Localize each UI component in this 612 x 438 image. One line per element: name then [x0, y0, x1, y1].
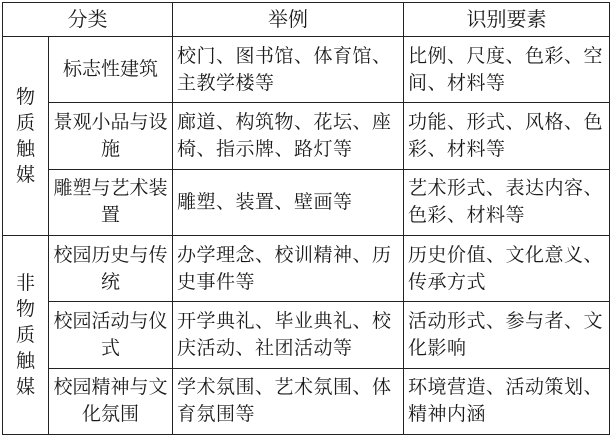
subcategory-cell: 校园活动与仪式 [49, 302, 173, 368]
table-row [3, 368, 610, 434]
header-example: 举例 [173, 3, 404, 37]
elements-cell: 历史价值、文化意义、传承方式 [404, 235, 610, 301]
header-row [3, 3, 610, 37]
subcategory-cell: 校园历史与传统 [49, 235, 173, 301]
table-row [3, 169, 610, 235]
table-row [3, 235, 610, 301]
table-row [3, 103, 610, 169]
subcategory-cell: 景观小品与设施 [49, 103, 173, 169]
elements-cell: 功能、形式、风格、色彩、材料等 [404, 103, 610, 169]
elements-cell: 比例、尺度、色彩、空间、材料等 [404, 37, 610, 103]
subcategory-cell: 校园精神与文化氛围 [49, 368, 173, 434]
category-nonmaterial: 非物质触媒 [3, 235, 49, 434]
elements-cell: 活动形式、参与者、文化影响 [404, 302, 610, 368]
example-cell: 开学典礼、毕业典礼、校庆活动、社团活动等 [173, 302, 404, 368]
header-category: 分类 [3, 3, 173, 37]
elements-cell: 艺术形式、表达内容、色彩、材料等 [404, 169, 610, 235]
category-material: 物质触媒 [3, 37, 49, 236]
table-row [3, 37, 610, 103]
example-cell: 廊道、构筑物、花坛、座椅、指示牌、路灯等 [173, 103, 404, 169]
subcategory-cell: 标志性建筑 [49, 37, 173, 103]
example-cell: 学术氛围、艺术氛围、体育氛围等 [173, 368, 404, 434]
example-cell: 办学理念、校训精神、历史事件等 [173, 235, 404, 301]
subcategory-cell: 雕塑与艺术装置 [49, 169, 173, 235]
example-cell: 校门、图书馆、体育馆、主教学楼等 [173, 37, 404, 103]
example-cell: 雕塑、装置、壁画等 [173, 169, 404, 235]
table-row [3, 302, 610, 368]
catalyst-classification-table [2, 2, 610, 435]
header-elements: 识别要素 [404, 3, 610, 37]
elements-cell: 环境营造、活动策划、精神内涵 [404, 368, 610, 434]
